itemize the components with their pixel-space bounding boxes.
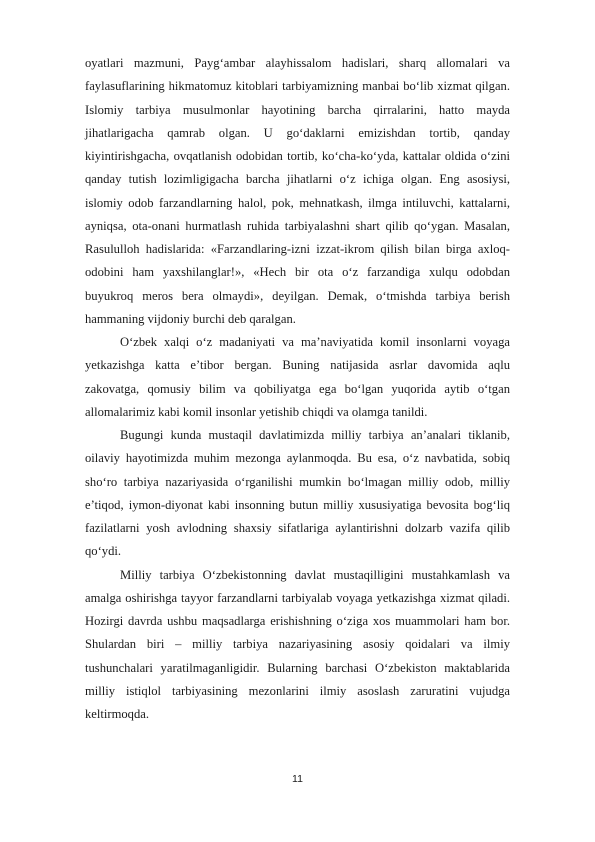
text-line: Milliy tarbiya O‘zbekistonning davlat mustaqilligini mustahkamlash va [120, 567, 510, 582]
page-number: 11 [292, 773, 303, 785]
text-line: fazilatlarni yosh avlodning shaxsiy sifatlariga aylantirishni dolzarb vazifa qilib [85, 521, 510, 535]
text-line: oilaviy hayotimizda muhim mezonga aylanmoqda. Bu esa, o‘z navbatida, sobiq [85, 451, 510, 466]
text-line: Bugungi kunda mustaqil davlatimizda milliy tarbiya an’analari tiklanib, [120, 428, 510, 442]
paragraph [85, 424, 510, 564]
text-line: sho‘ro tarbiya nazariyasida o‘rganilishi mumkin bo‘lmagan milliy odob, milliy [85, 474, 510, 489]
paragraph [85, 564, 510, 727]
text-line: tushunchalari yaratilmaganligidir. Bularning barchasi O‘zbekiston maktablarida [85, 660, 510, 675]
text-line: Rasululloh hadislarida: «Farzandlaring-izni izzat-ikrom qilish bilan birga axloq- [85, 242, 510, 256]
text-line: jihatlarigacha qamrab olgan. U go‘daklarni emizishdan tortib, qanday [85, 125, 510, 140]
text-line: Hozirgi davrda ushbu maqsadlarga erishishning o‘ziga xos muammolari ham bor. [85, 614, 510, 628]
text-line: zakovatga, qomusiy bilim va qobiliyatga ega bo‘lgan yuqorida aytib o‘tgan [85, 381, 510, 396]
text-line: allomalarimiz kabi komil insonlar yetishib chiqdi va olamga tanildi. [85, 404, 428, 419]
text-line: islomiy odob farzandlarning halol, pok, mehnatkash, ilmga intiluvchi, kattalarni, [85, 195, 510, 210]
text-line: yetkazishga katta e’tibor bergan. Buning natijasida asrlar davomida aqlu [85, 358, 510, 373]
text-line: keltirmoqda. [85, 707, 150, 721]
text-line: oyatlari mazmuni, Payg‘ambar alayhissalom hadislari, sharq allomalari va [85, 56, 510, 70]
text-line: milliy istiqlol tarbiyasining mezonlarini ilmiy asoslash zaruratini vujudga [85, 683, 510, 698]
paragraph [85, 331, 510, 424]
text-line: Islomiy tarbiya musulmonlar hayotining barcha qirralarini, hatto mayda [85, 102, 510, 117]
text-line: ayniqsa, ota-onani hurmatlash ruhida tarbiyalashni shart qilib qo‘ygan. Masalan, [85, 218, 510, 233]
paragraph [85, 52, 510, 331]
text-line: buyukroq meros bera olmaydi», deyilgan. Demak, o‘tmishda tarbiya berish [85, 288, 510, 303]
text-line: faylasuflarining hikmatomuz kitoblari tarbiyamizning manbai bo‘lib xizmat qilgan. [85, 79, 510, 94]
text-line: amalga oshirishga tayyor farzandlarni tarbiyalab voyaga yetkazishga xizmat qiladi. [85, 590, 510, 605]
document-body [85, 52, 510, 726]
text-line: Shulardan biri – milliy tarbiya nazariyasining asosiy qoidalari va ilmiy [85, 637, 510, 652]
text-line: odobini ham yaxshilanglar!», «Hech bir ota o‘z farzandiga xulqu odobdan [85, 265, 510, 280]
text-line: qo‘ydi. [85, 544, 122, 559]
text-line: e’tiqod, iymon-diyonat kabi insonning butun milliy xususiyatiga bevosita bog‘liq [85, 497, 510, 512]
text-line: qanday tutish lozimligigacha barcha jihatlarni o‘z ichiga olgan. Eng asosiysi, [85, 172, 510, 187]
text-line: hammaning vijdoniy burchi deb qaralgan. [85, 311, 296, 326]
text-line: kiyintirishgacha, ovqatlanish odobidan tortib, ko‘cha-ko‘yda, kattalar oldida o‘zini [85, 149, 510, 163]
text-line: O‘zbek xalqi o‘z madaniyati va ma’naviyatida komil insonlarni voyaga [120, 335, 510, 349]
